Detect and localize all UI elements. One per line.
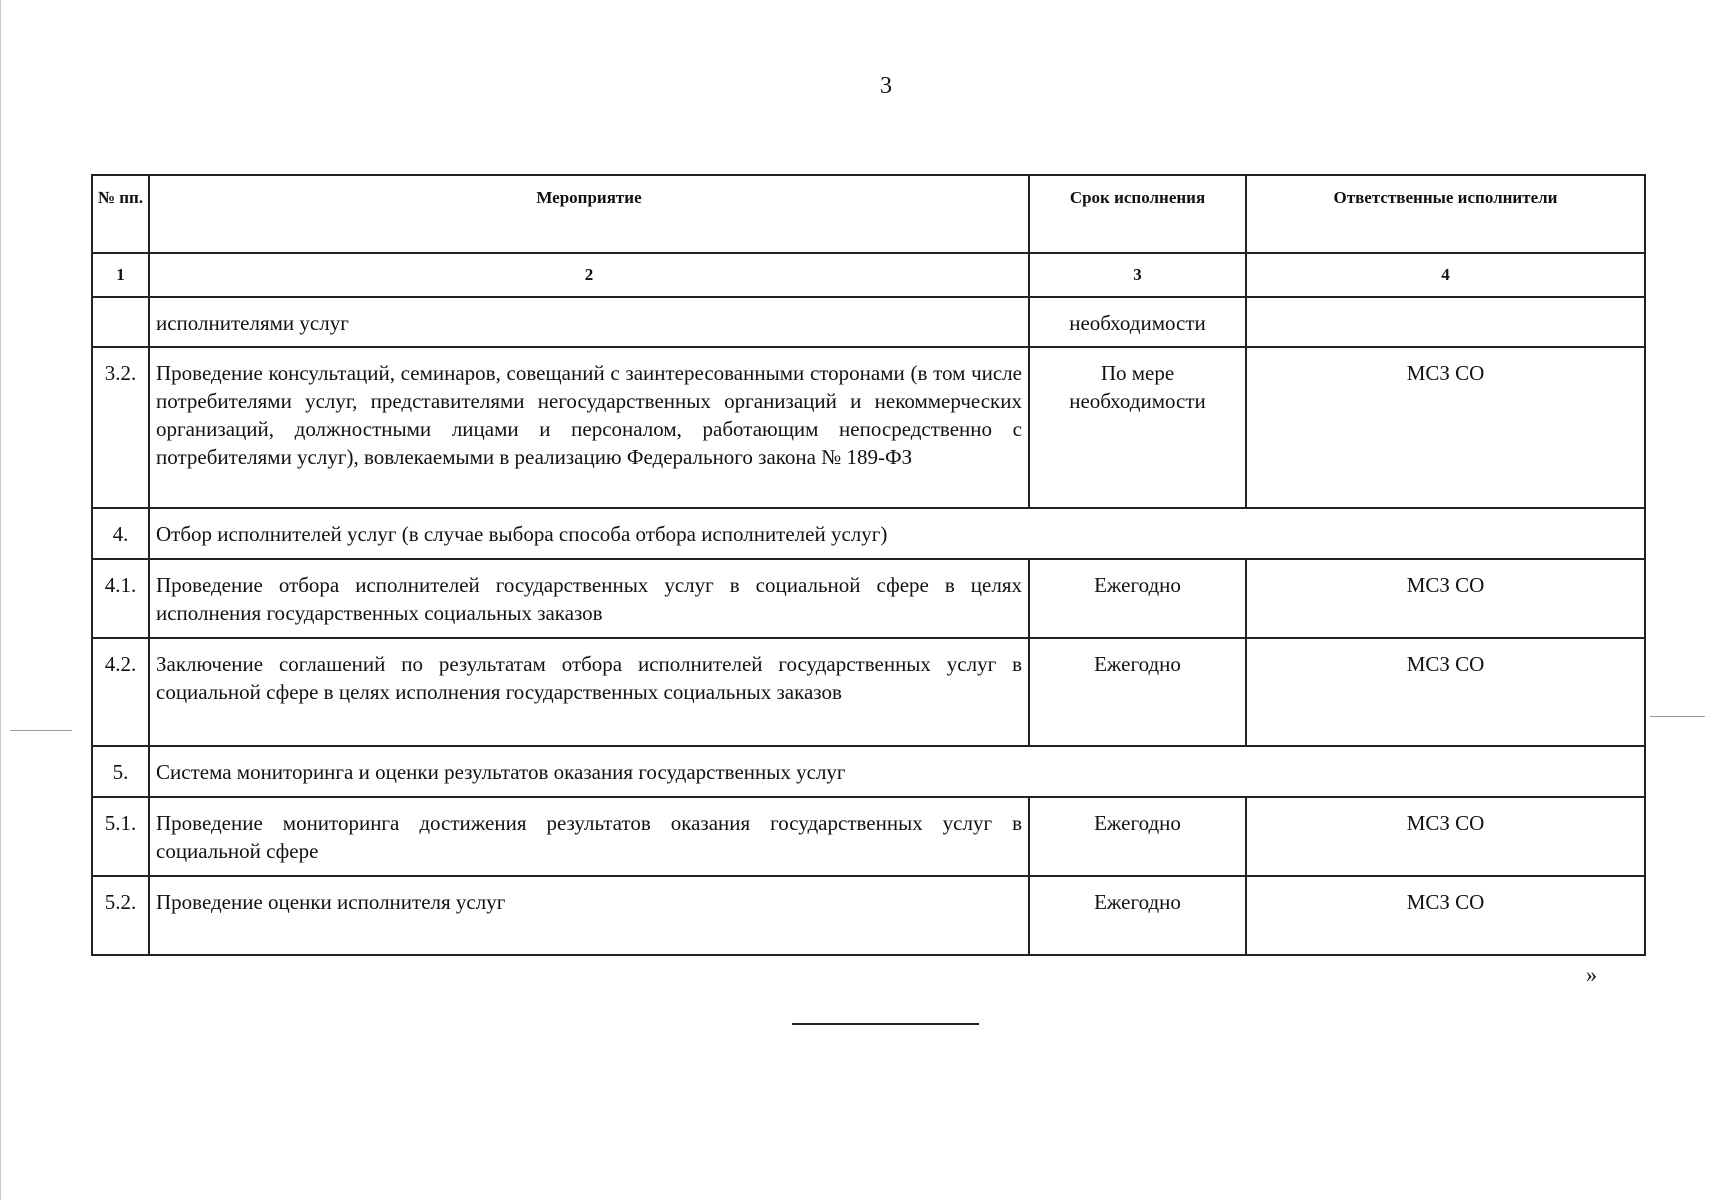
row-responsible: МСЗ СО bbox=[1246, 347, 1645, 508]
row-num: 3.2. bbox=[92, 347, 149, 508]
table-row bbox=[92, 797, 1645, 876]
row-term: Ежегодно bbox=[1029, 876, 1246, 955]
row-responsible: МСЗ СО bbox=[1246, 797, 1645, 876]
header-event: Мероприятие bbox=[149, 175, 1029, 253]
row-num bbox=[92, 297, 149, 347]
column-number: 2 bbox=[149, 253, 1029, 297]
header-term: Срок исполнения bbox=[1029, 175, 1246, 253]
scan-artifact-line bbox=[1650, 716, 1705, 717]
row-event: Проведение мониторинга достижения результатов оказания государственных услуг в социальной сфере bbox=[149, 797, 1029, 876]
row-num: 5.1. bbox=[92, 797, 149, 876]
row-responsible bbox=[1246, 297, 1645, 347]
action-plan-table bbox=[91, 174, 1646, 956]
row-term: По мере необходимости bbox=[1029, 347, 1246, 508]
table-row bbox=[92, 347, 1645, 508]
row-num: 5.2. bbox=[92, 876, 149, 955]
column-number-row bbox=[92, 253, 1645, 297]
end-rule bbox=[792, 1023, 979, 1025]
row-event: исполнителями услуг bbox=[149, 297, 1029, 347]
section-row bbox=[92, 746, 1645, 797]
row-num: 4.2. bbox=[92, 638, 149, 746]
row-event: Заключение соглашений по результатам отбора исполнителей государственных услуг в социальной сфере в целях исполнения государственных социальных заказов bbox=[149, 638, 1029, 746]
header-responsible: Ответственные исполнители bbox=[1246, 175, 1645, 253]
row-term: Ежегодно bbox=[1029, 638, 1246, 746]
row-event: Проведение оценки исполнителя услуг bbox=[149, 876, 1029, 955]
row-term: Ежегодно bbox=[1029, 559, 1246, 638]
scan-artifact-line bbox=[10, 730, 72, 731]
table-row bbox=[92, 297, 1645, 347]
section-title: Система мониторинга и оценки результатов оказания государственных услуг bbox=[149, 746, 1645, 797]
column-number: 4 bbox=[1246, 253, 1645, 297]
row-term: Ежегодно bbox=[1029, 797, 1246, 876]
row-event: Проведение консультаций, семинаров, совещаний с заинтересованными сторонами (в том числе потребителями услуг, представителями негосударственных организаций и некоммерческих организаций, должностными лицами и персоналом, работающим непосредственно с потребителями услуг), вовлекаемыми в реализацию Федерального закона № 189-ФЗ bbox=[149, 347, 1029, 508]
row-event: Проведение отбора исполнителей государственных услуг в социальной сфере в целях исполнения государственных социальных заказов bbox=[149, 559, 1029, 638]
header-num: № пп. bbox=[92, 175, 149, 253]
table-row bbox=[92, 876, 1645, 955]
section-num: 5. bbox=[92, 746, 149, 797]
scan-left-edge bbox=[0, 0, 1, 1200]
row-num: 4.1. bbox=[92, 559, 149, 638]
column-number: 3 bbox=[1029, 253, 1246, 297]
column-number: 1 bbox=[92, 253, 149, 297]
page-number: 3 bbox=[880, 73, 892, 99]
closing-quote: » bbox=[1586, 962, 1597, 987]
section-row bbox=[92, 508, 1645, 559]
section-num: 4. bbox=[92, 508, 149, 559]
table-row bbox=[92, 638, 1645, 746]
section-title: Отбор исполнителей услуг (в случае выбора способа отбора исполнителей услуг) bbox=[149, 508, 1645, 559]
row-responsible: МСЗ СО bbox=[1246, 559, 1645, 638]
table-row bbox=[92, 559, 1645, 638]
header-row bbox=[92, 175, 1645, 253]
row-term: необходимости bbox=[1029, 297, 1246, 347]
row-responsible: МСЗ СО bbox=[1246, 638, 1645, 746]
row-responsible: МСЗ СО bbox=[1246, 876, 1645, 955]
